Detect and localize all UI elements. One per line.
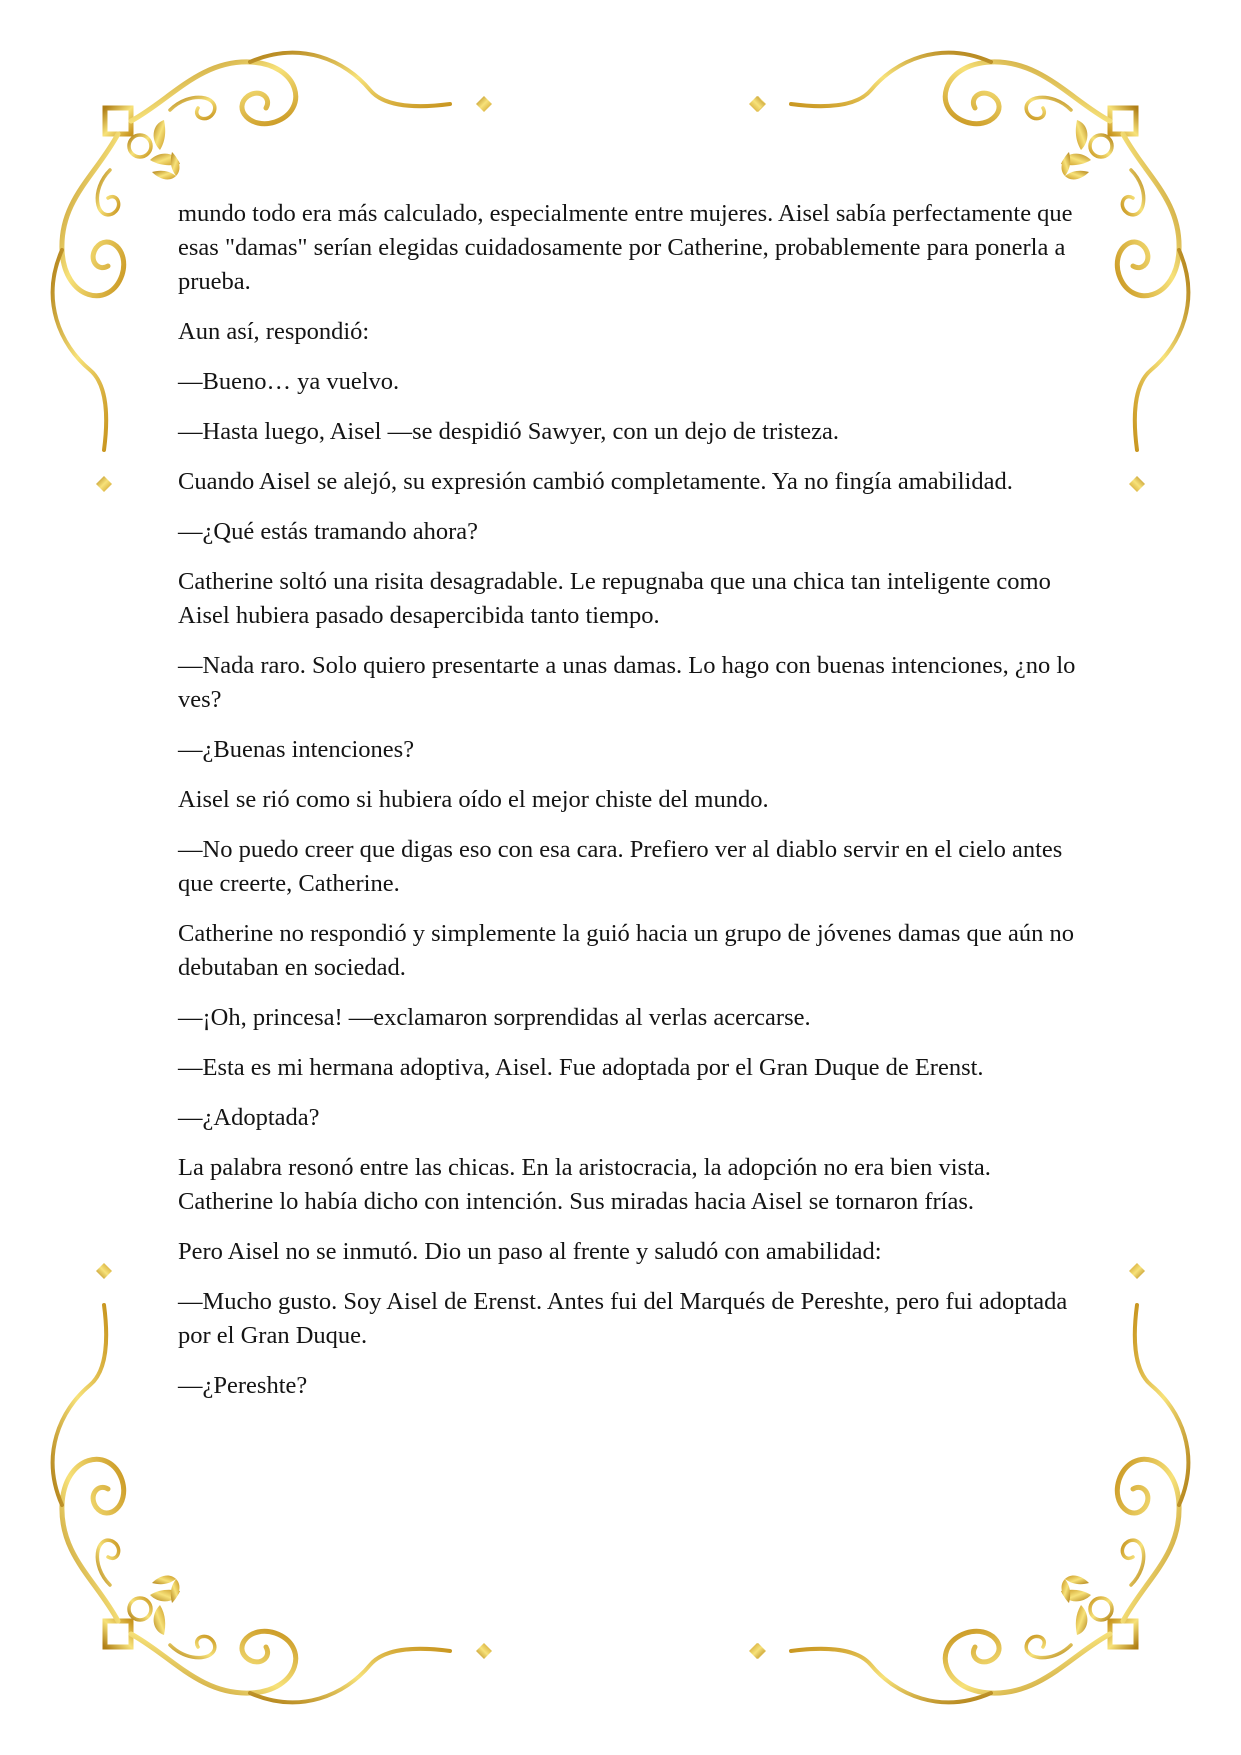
paragraph: —Nada raro. Solo quiero presentarte a unas damas. Lo hago con buenas intenciones, ¿no lo ves?	[178, 652, 1076, 713]
paragraph: —¿Qué estás tramando ahora?	[178, 518, 478, 545]
paragraph: —¿Adoptada?	[178, 1104, 320, 1131]
paragraph: Cuando Aisel se alejó, su expresión cambió completamente. Ya no fingía amabilidad.	[178, 468, 1013, 495]
paragraph: —No puedo creer que digas eso con esa cara. Prefiero ver al diablo servir en el cielo antes que creerte, Catherine.	[178, 836, 1063, 897]
paragraph: Pero Aisel no se inmutó. Dio un paso al frente y saludó con amabilidad:	[178, 1238, 882, 1265]
paragraph: Aun así, respondió:	[178, 318, 370, 345]
paragraph: Catherine soltó una risita desagradable. Le repugnaba que una chica tan inteligente como Aisel hubiera pasado desapercibida tanto tiempo.	[178, 568, 1051, 629]
paragraph: —¡Oh, princesa! —exclamaron sorprendidas al verlas acercarse.	[178, 1004, 811, 1031]
paragraph: —Esta es mi hermana adoptiva, Aisel. Fue adoptada por el Gran Duque de Erenst.	[178, 1054, 984, 1081]
paragraph: —Bueno… ya vuelvo.	[178, 368, 400, 395]
paragraph: —¿Buenas intenciones?	[178, 736, 415, 763]
paragraph: —¿Pereshte?	[178, 1372, 308, 1399]
paragraph: mundo todo era más calculado, especialmente entre mujeres. Aisel sabía perfectamente que esas "damas" serían elegidas cuidadosamente por Catherine, probablemente para ponerla a prueba.	[178, 200, 1073, 295]
paragraph: Catherine no respondió y simplemente la guió hacia un grupo de jóvenes damas que aún no debutaban en sociedad.	[178, 920, 1075, 981]
paragraph: La palabra resonó entre las chicas. En la aristocracia, la adopción no era bien vista. Catherine lo había dicho con intención. Sus miradas hacia Aisel se tornaron frías.	[178, 1154, 991, 1215]
paragraph: —Mucho gusto. Soy Aisel de Erenst. Antes fui del Marqués de Pereshte, pero fui adoptada por el Gran Duque.	[178, 1288, 1068, 1349]
paragraph: Aisel se rió como si hubiera oído el mejor chiste del mundo.	[178, 786, 769, 813]
paragraph: —Hasta luego, Aisel —se despidió Sawyer, con un dejo de tristeza.	[178, 418, 840, 445]
story-text	[178, 197, 1078, 1419]
